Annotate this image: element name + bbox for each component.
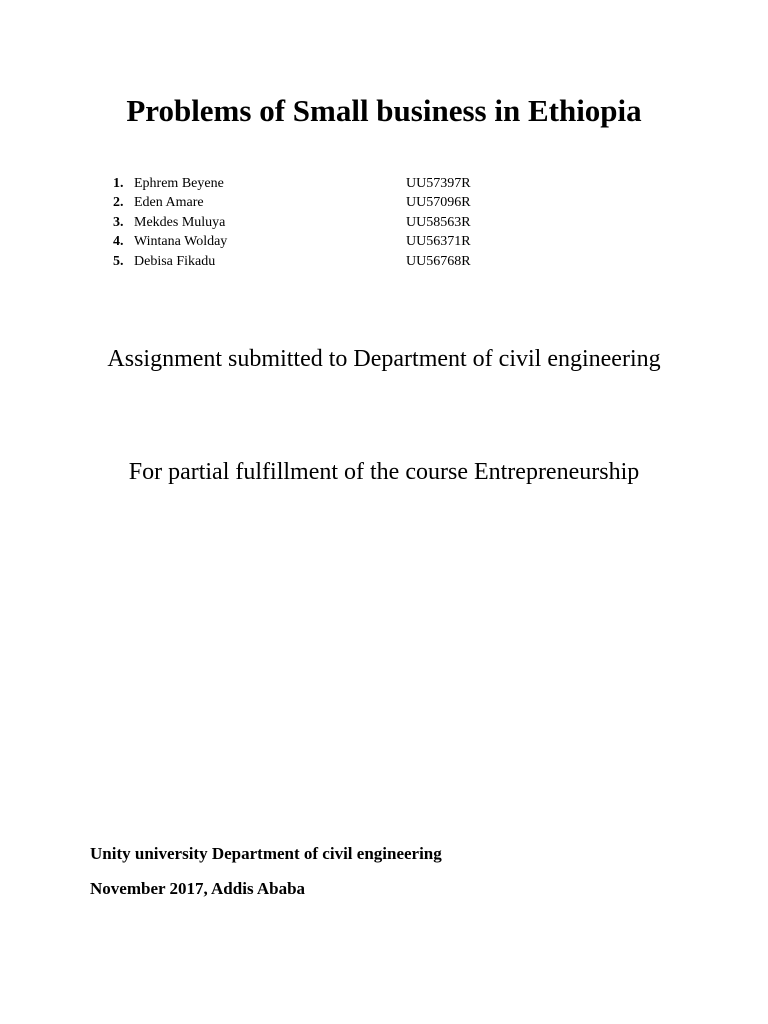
member-row xyxy=(108,194,471,214)
member-row xyxy=(108,252,471,272)
submission-line: Assignment submitted to Department of civil engineering xyxy=(107,346,661,372)
member-number: 2. xyxy=(113,195,124,211)
institution-line: Unity university Department of civil engineering xyxy=(90,844,442,863)
member-name: Mekdes Muluya xyxy=(134,214,226,230)
member-id: UU56371R xyxy=(406,234,471,250)
member-row xyxy=(108,174,471,194)
member-id: UU58563R xyxy=(406,214,471,230)
member-row xyxy=(108,213,471,233)
member-row xyxy=(108,233,471,253)
member-id: UU56768R xyxy=(406,253,471,269)
member-number: 1. xyxy=(113,175,124,191)
member-number: 3. xyxy=(113,214,124,230)
document-title: Problems of Small business in Ethiopia xyxy=(126,93,642,128)
member-name: Ephrem Beyene xyxy=(134,175,224,191)
fulfillment-line: For partial fulfillment of the course Entrepreneurship xyxy=(128,459,640,485)
member-name: Eden Amare xyxy=(134,195,204,211)
member-id: UU57397R xyxy=(406,175,471,191)
member-name: Debisa Fikadu xyxy=(134,253,216,269)
date-line: November 2017, Addis Ababa xyxy=(90,879,306,898)
member-number: 4. xyxy=(113,234,124,250)
member-number: 5. xyxy=(113,253,124,269)
member-id: UU57096R xyxy=(406,195,471,211)
member-list xyxy=(108,174,471,272)
member-name: Wintana Wolday xyxy=(134,234,228,250)
